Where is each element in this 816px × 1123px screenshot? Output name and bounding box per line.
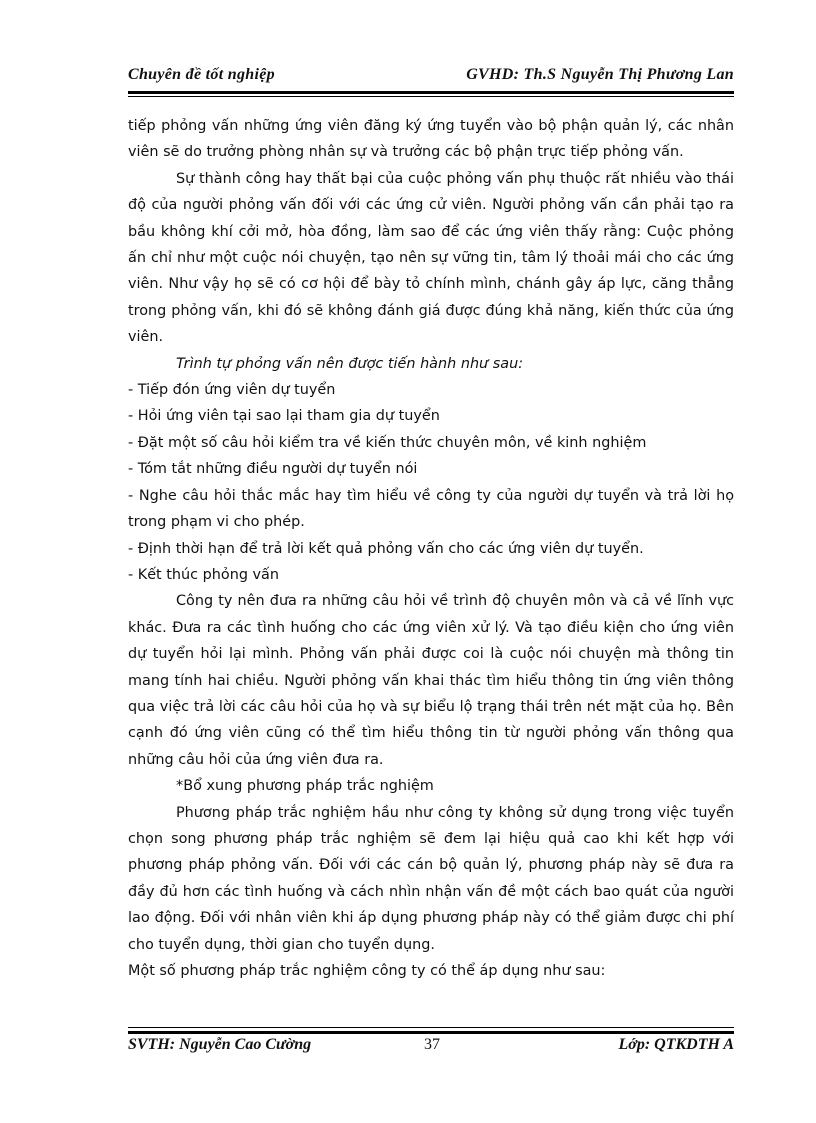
list-item: - Tóm tắt những điều người dự tuyển nói — [128, 461, 418, 478]
paragraph: tiếp phỏng vấn những ứng viên đăng ký ứng tuyển vào bộ phận quản lý, các nhân viên sẽ do trưởng phòng nhân sự và trưởng các bộ phận trực tiếp phỏng vấn. — [128, 118, 734, 161]
body-text — [128, 113, 734, 984]
header-title: Chuyên đề tốt nghiệp — [128, 66, 275, 83]
page-header — [128, 66, 734, 84]
list-item: - Hỏi ứng viên tại sao lại tham gia dự tuyển — [128, 408, 440, 425]
paragraph: Sự thành công hay thất bại của cuộc phỏng vấn phụ thuộc rất nhiều vào thái độ của người phỏng vấn đối với các ứng cử viên. Người phỏng vấn cần phải tạo ra bầu không khí cởi mở, hòa đồng, làm sao để các ứng viên thấy rằng: Cuộc phỏng ấn chỉ như một cuộc nói chuyện, tạo nên sự vững tin, tâm lý thoải mái cho các ứng viên. Như vậy họ sẽ có cơ hội để bày tỏ chính mình, chánh gây áp lực, căng thẳng trong phỏng vấn, khi đó sẽ không đánh giá được đúng khả năng, kiến thức của ứng viên. — [128, 170, 734, 346]
list-item: - Nghe câu hỏi thắc mắc hay tìm hiểu về công ty của người dự tuyển và trả lời họ trong phạm vi cho phép. — [128, 487, 734, 531]
paragraph: Phương pháp trắc nghiệm hầu như công ty không sử dụng trong việc tuyển chọn song phương pháp trắc nghiệm sẽ đem lại hiệu quả cao khi kết hợp với phương pháp phỏng vấn. Đối với các cán bộ quản lý, phương pháp này sẽ đưa ra đầy đủ hơn các tình huống và cách nhìn nhận vấn đề một cách bao quát của người lao động. Đối với nhân viên khi áp dụng phương pháp này có thể giảm được chi phí cho tuyển dụng, thời gian cho tuyển dụng. — [128, 804, 734, 953]
footer-student: SVTH: Nguyễn Cao Cường — [128, 1036, 312, 1053]
header-rule-thick — [128, 91, 734, 94]
section-heading: *Bổ xung phương pháp trắc nghiệm — [176, 778, 434, 795]
list-item: - Kết thúc phỏng vấn — [128, 566, 279, 583]
list-item: - Định thời hạn để trả lời kết quả phỏng vấn cho các ứng viên dự tuyển. — [128, 540, 644, 557]
header-rule-thin — [128, 96, 734, 97]
page-number: 37 — [424, 1036, 440, 1053]
footer-rule-thick — [128, 1031, 734, 1034]
paragraph: Công ty nên đưa ra những câu hỏi về trình độ chuyên môn và cả về lĩnh vực khác. Đưa ra các tình huống cho các ứng viên xử lý. Và tạo điều kiện cho ứng viên dự tuyển hỏi lại mình. Phỏng vấn phải được coi là cuộc nói chuyện mà thông tin mang tính hai chiều. Người phỏng vấn khai thác tìm hiểu thông tin ứng viên thông qua việc trả lời các câu hỏi của họ và sự biểu lộ trạng thái trên nét mặt của họ. Bên cạnh đó ứng viên cũng có thể tìm hiểu thông tin từ người phỏng vấn thông qua những câu hỏi của ứng viên đưa ra. — [128, 593, 734, 768]
footer-rule-thin — [128, 1027, 734, 1028]
interview-steps-heading: Trình tự phỏng vấn nên được tiến hành như sau: — [176, 355, 524, 372]
header-supervisor: GVHD: Th.S Nguyễn Thị Phương Lan — [466, 66, 734, 83]
list-item: - Tiếp đón ứng viên dự tuyển — [128, 382, 336, 399]
page-footer — [128, 1036, 734, 1058]
footer-class: Lớp: QTKDTH A — [618, 1036, 734, 1053]
list-item: - Đặt một số câu hỏi kiểm tra về kiến thức chuyên môn, về kinh nghiệm — [128, 434, 647, 451]
paragraph: Một số phương pháp trắc nghiệm công ty có thể áp dụng như sau: — [128, 963, 606, 979]
